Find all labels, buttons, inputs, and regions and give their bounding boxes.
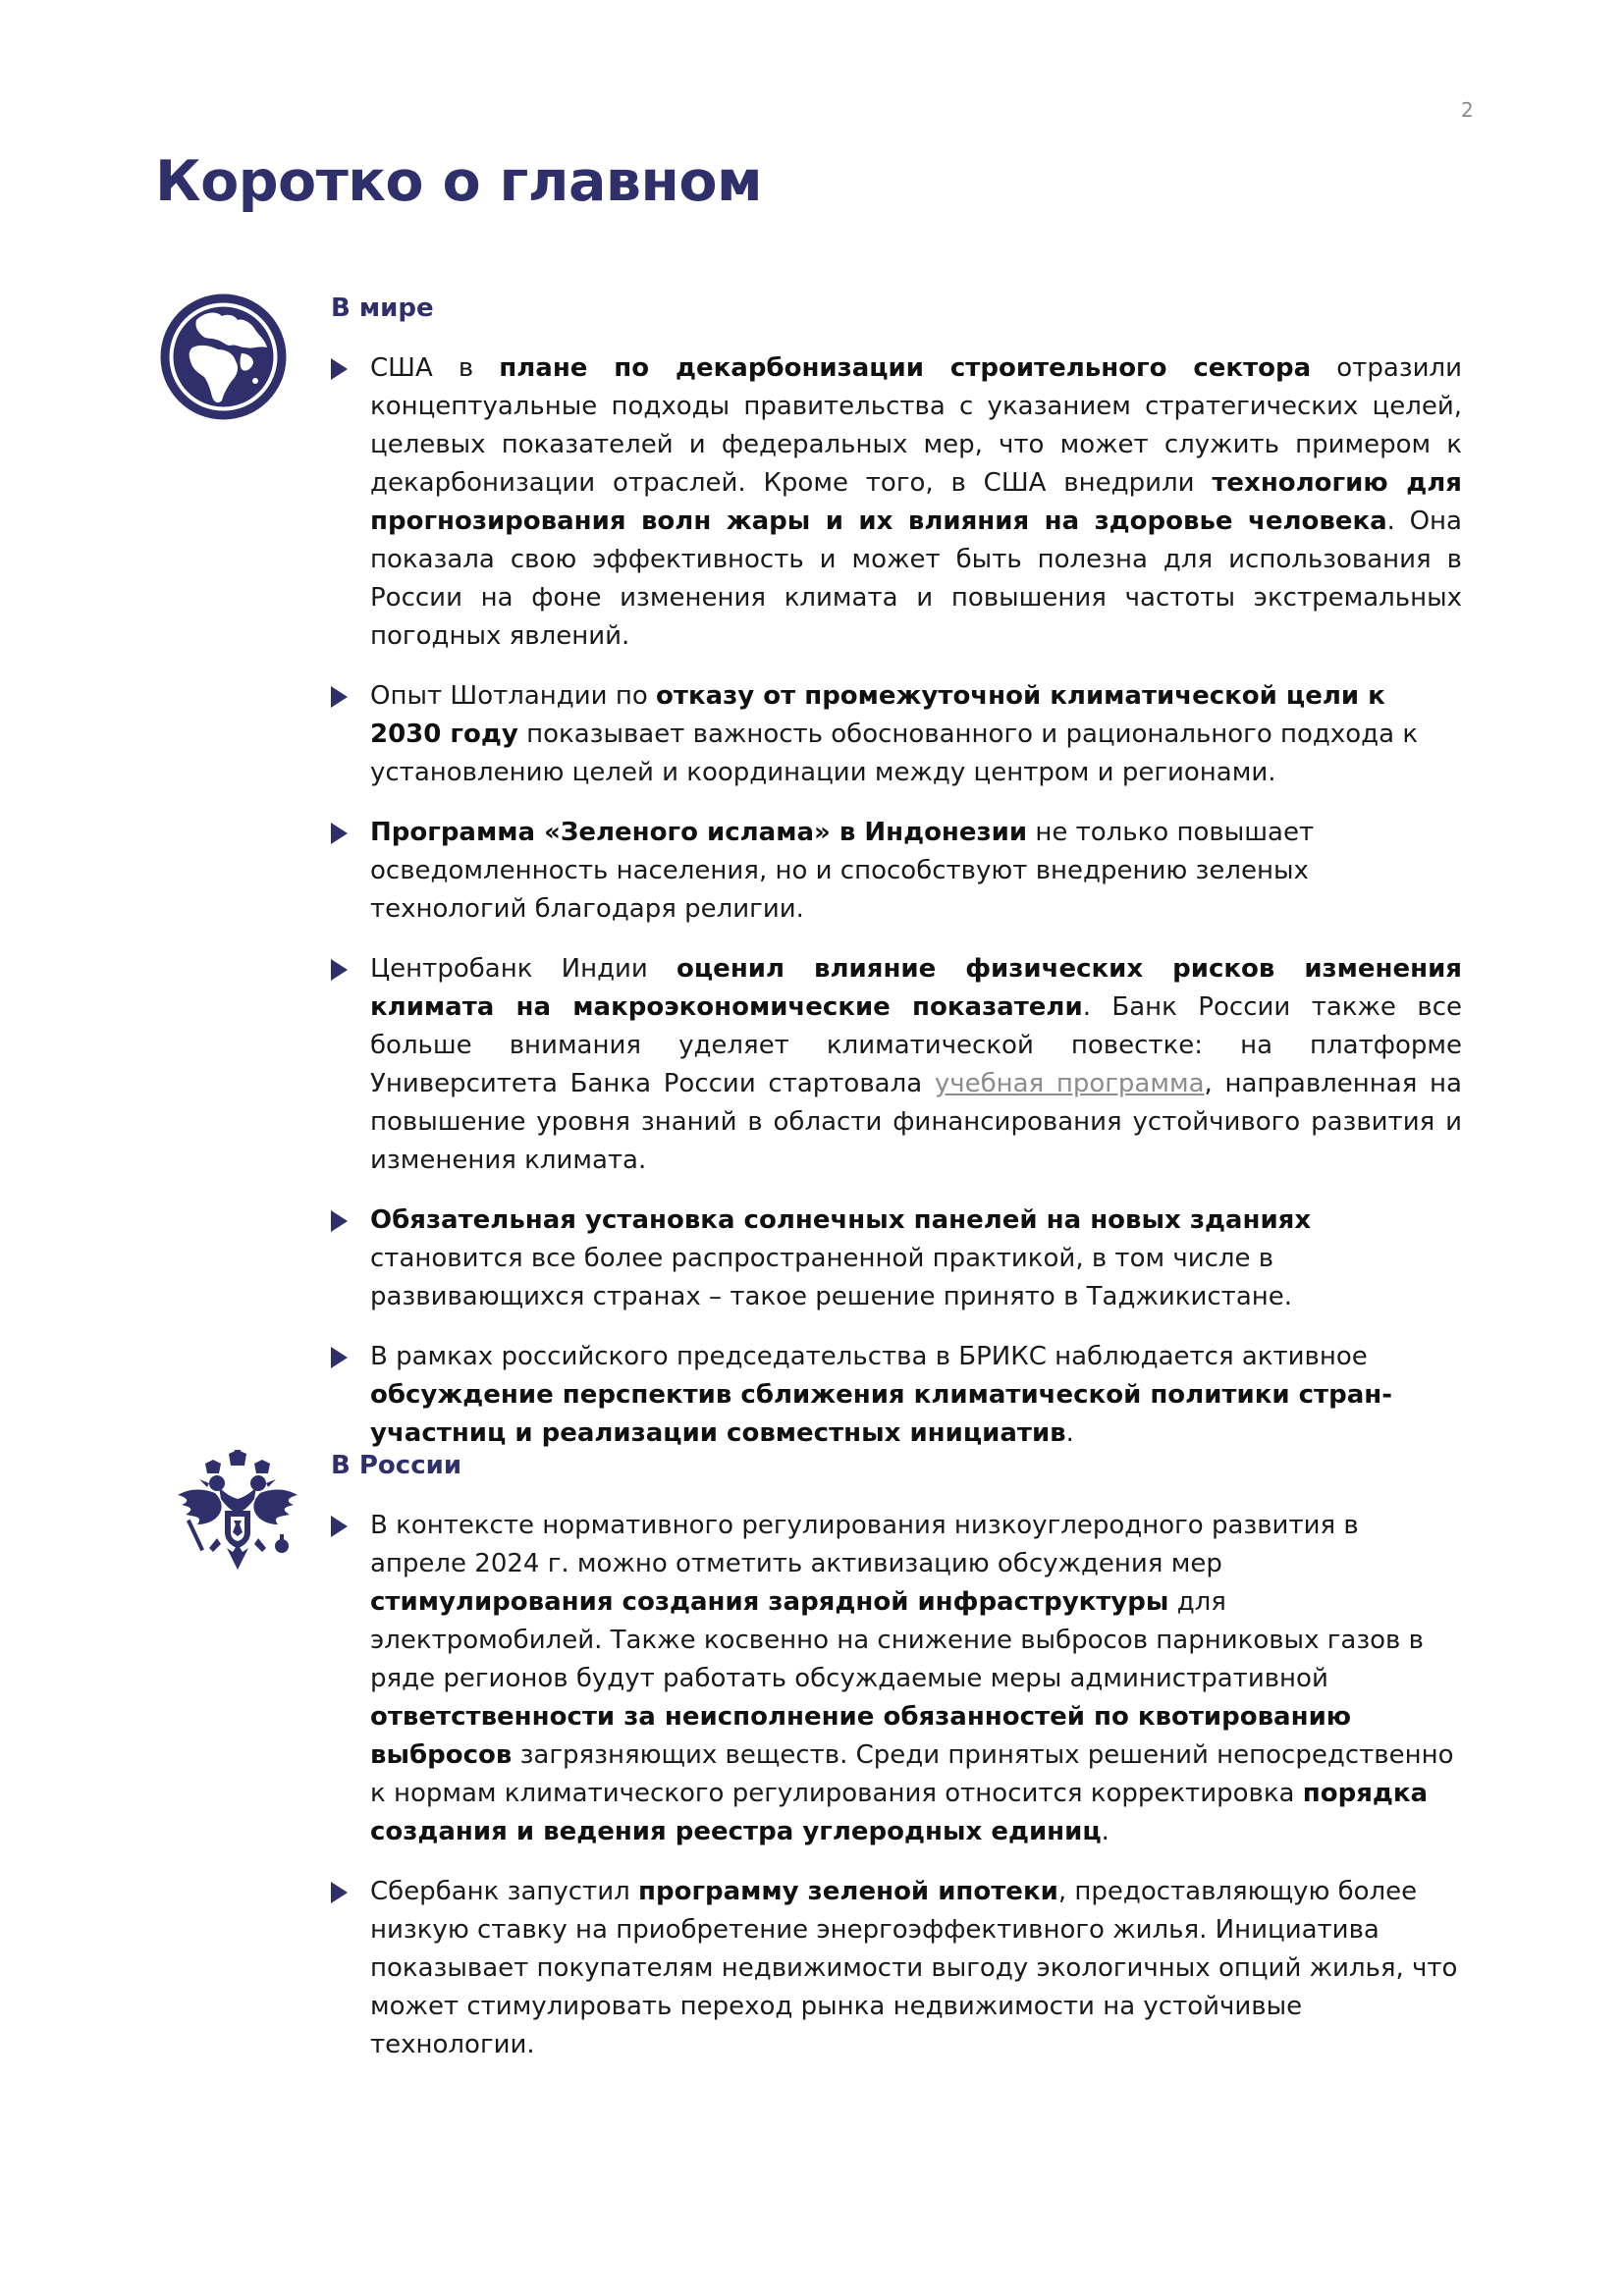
triangle-bullet-icon <box>331 1516 348 1537</box>
triangle-bullet-icon <box>331 959 348 981</box>
triangle-bullet-icon <box>331 823 348 844</box>
triangle-bullet-icon <box>331 1210 348 1232</box>
triangle-bullet-icon <box>331 358 348 380</box>
globe-icon <box>157 291 290 423</box>
world-bullet-list <box>331 349 1462 1453</box>
bullet-text: Сбербанк запустил программу зеленой ипотеки, предоставляющую более низкую ставку на приобретение энергоэффективного жилья. Инициатива показывает покупателям недвижимости выгоду экологичных опций жилья, что может стимулировать переход рынка недвижимости на устойчивые технологии. <box>370 1877 1458 2059</box>
bullet-text: Программа «Зеленого ислама» в Индонезии не только повышает осведомленность населения, но и способствуют внедрению зеленых технологий благодаря религии. <box>370 818 1315 924</box>
list-item <box>331 1873 1462 2064</box>
bullet-text: Опыт Шотландии по отказу от промежуточной климатической цели к 2030 году показывает важность обоснованного и рационального подхода к установлению целей и координации между центром и регионами. <box>370 681 1419 787</box>
section-heading-world: В мире <box>331 294 434 323</box>
list-item <box>331 1201 1462 1316</box>
russia-bullet-list <box>331 1507 1462 2064</box>
bullet-text: Центробанк Индии оценил влияние физических рисков изменения климата на макроэкономические показатели. Банк России также все больше внимания уделяет климатической повестке: на платформе Университета Банка России стартовала учебная программа, направленная на повышение уровня знаний в области финансирования устойчивого развития и изменения климата. <box>370 954 1462 1175</box>
list-item <box>331 349 1462 656</box>
training-program-link[interactable]: учебная программа <box>934 1069 1205 1098</box>
triangle-bullet-icon <box>331 686 348 708</box>
section-heading-russia: В России <box>331 1451 462 1480</box>
list-item <box>331 1338 1462 1453</box>
list-item <box>331 677 1462 792</box>
coat-of-arms-eagle-icon <box>172 1450 304 1577</box>
list-item <box>331 814 1462 929</box>
triangle-bullet-icon <box>331 1347 348 1368</box>
triangle-bullet-icon <box>331 1882 348 1903</box>
bullet-text: В рамках российского председательства в БРИКС наблюдается активное обсуждение перспектив сближения климатической политики стран-участниц и реализации совместных инициатив. <box>370 1342 1393 1448</box>
page-title: Коротко о главном <box>155 149 763 214</box>
bullet-text: США в плане по декарбонизации строительного сектора отразили концептуальные подходы правительства с указанием стратегических целей, целевых показателей и федеральных мер, что может служить примером к декарбонизации отраслей. Кроме того, в США внедрили технологию для прогнозирования волн жары и их влияния на здоровье человека. Она показала свою эффективность и может быть полезна для использования в России на фоне изменения климата и повышения частоты экстремальных погодных явлений. <box>370 353 1462 651</box>
page-number: 2 <box>1461 98 1474 122</box>
bullet-text: В контексте нормативного регулирования низкоуглеродного развития в апреле 2024 г. можно отметить активизацию обсуждения мер стимулирования создания зарядной инфраструктуры для электромобилей. Также косвенно на снижение выбросов парниковых газов в ряде регионов будут работать обсуждаемые меры административной ответственности за неисполнение обязанностей по квотированию выбросов загрязняющих веществ. Среди принятых решений непосредственно к нормам климатического регулирования относится корректировка порядка создания и ведения реестра углеродных единиц. <box>370 1511 1454 1846</box>
list-item <box>331 1507 1462 1851</box>
list-item <box>331 950 1462 1180</box>
bullet-text: Обязательная установка солнечных панелей на новых зданиях становится все более распространенной практикой, в том числе в развивающихся странах – такое решение принято в Таджикистане. <box>370 1205 1312 1311</box>
